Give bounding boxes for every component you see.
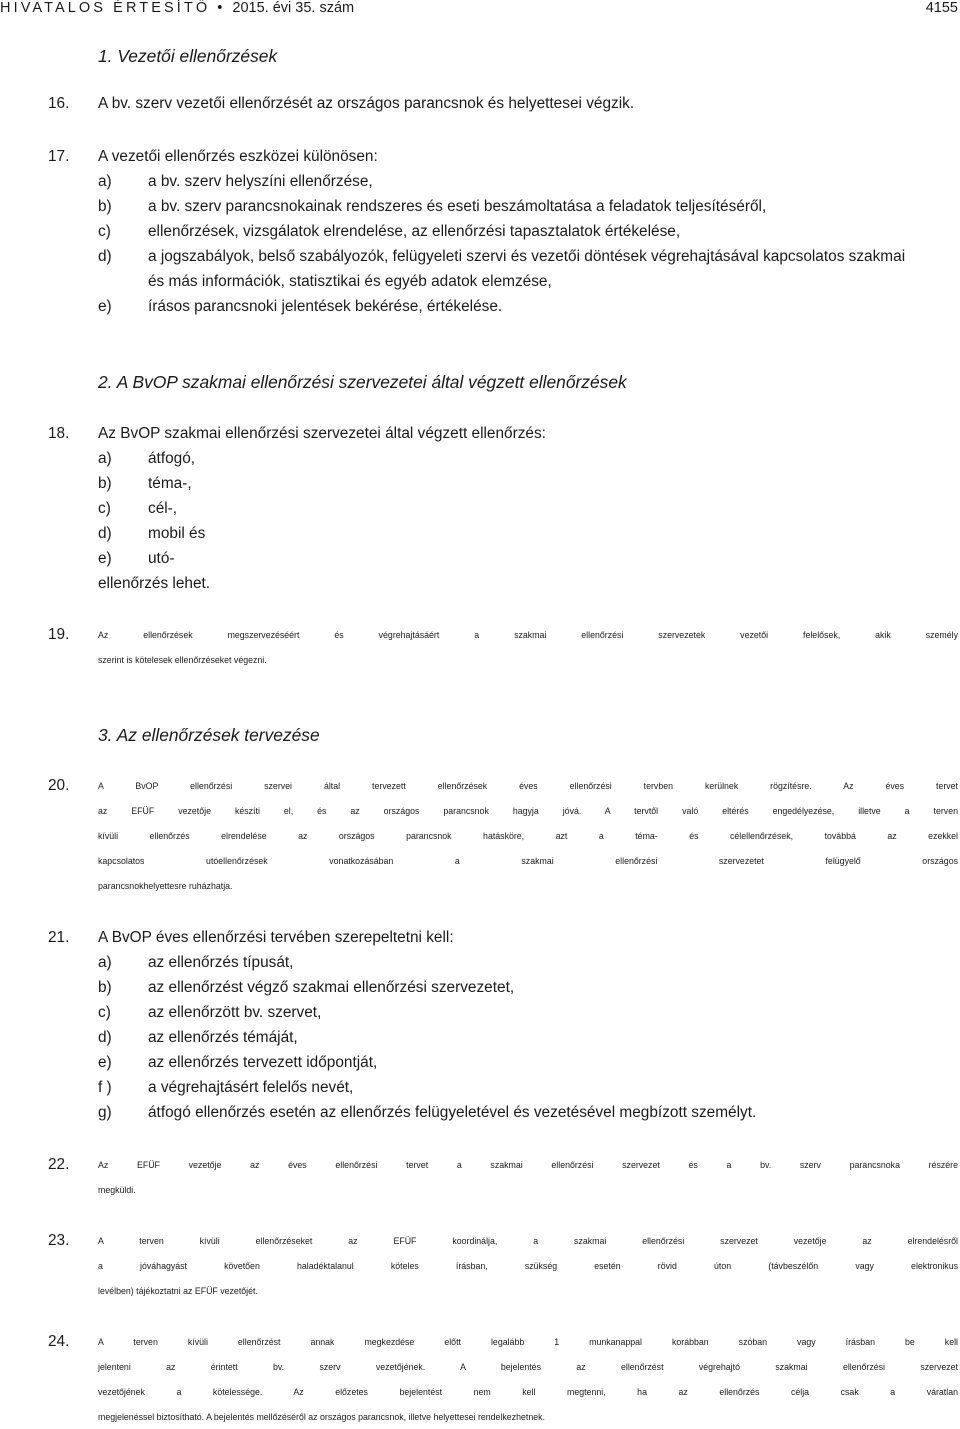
list-text-17c: ellenőrzések, vizsgálatok elrendelése, az ellenőrzési tapasztalatok értékelése, [148,223,681,240]
list-text-17b: a bv. szerv parancsnokainak rendszeres és eseti beszámoltatása a feladatok teljesítéséről, [148,198,767,215]
list-label-17d: d) [98,248,112,265]
section-heading-3: 3. Az ellenőrzések tervezése [98,725,320,745]
item-intro-18: Az BvOP szakmai ellenőrzési szervezetei által végzett ellenőrzés: [98,425,546,442]
page-number: 4155 [925,0,958,16]
list-text-21d: az ellenőrzés témáját, [148,1029,298,1046]
list-label-17c: c) [98,223,111,240]
header-bullet: • [217,0,223,16]
item-text-22-line-2: megküldi. [98,1185,136,1195]
item-text-20-line-5: parancsnokhelyettesre ruházhatja. [98,881,233,891]
item-text-16: A bv. szerv vezetői ellenőrzését az országos parancsnok és helyettesei végzik. [98,95,635,112]
item-text-22-line-1: Az EFÜF vezetője az éves ellenőrzési tervet a szakmai ellenőrzési szervezet és a bv. szerv parancsnoka részére [98,1160,958,1170]
list-label-17e: e) [98,298,112,315]
list-text-17d-cont: és más információk, statisztikai és egyéb adatok elemzése, [148,273,552,290]
list-label-17b: b) [98,198,112,215]
item-number-21: 21. [48,929,70,946]
item-text-20-line-4: kapcsolatos utóellenőrzések vonatkozásában a szakmai ellenőrzési szervezetet felügyelő országos [98,856,958,866]
item-text-24-line-3: vezetőjének a kötelessége. Az előzetes bejelentést nem kell megtenni, ha az ellenőrzés célja csak a váratlan [98,1387,958,1397]
item-number-20: 20. [48,777,70,794]
list-text-21g: átfogó ellenőrzés esetén az ellenőrzés felügyeletével és vezetésével megbízott személyt. [148,1104,757,1121]
header-running-title [0,0,354,16]
list-text-21a: az ellenőrzés típusát, [148,954,294,971]
item-text-20-line-1: A BvOP ellenőrzési szervei által tervezett ellenőrzések éves ellenőrzési tervben kerülnek rögzítésre. Az éves tervet [98,781,958,791]
item-text-24-line-4: megjelenéssel biztosítható. A bejelentés mellőzéséről az országos parancsnok, illetve helyettesei rendelkezhetnek. [98,1412,545,1422]
list-text-18a: átfogó, [148,450,196,467]
journal-title: HIVATALOS ÉRTESÍTŐ [0,0,211,16]
list-label-18a: a) [98,450,112,467]
item-number-24: 24. [48,1333,70,1350]
item-text-23-line-1: A terven kívüli ellenőrzéseket az EFÜF koordinálja, a szakmai ellenőrzési szervezet vezetője az elrendelésről [98,1236,958,1246]
list-text-21b: az ellenőrzést végző szakmai ellenőrzési szervezetet, [148,979,515,996]
list-text-17e: írásos parancsnoki jelentések bekérése, értékelése. [148,298,503,315]
list-text-21f: a végrehajtásért felelős nevét, [148,1079,354,1096]
item-text-24-line-2: jelenteni az érintett bv. szerv vezetőjének. A bejelentés az ellenőrzést végrehajtó szakmai ellenőrzési szervezet [98,1362,958,1372]
running-header [0,0,960,20]
list-text-17a: a bv. szerv helyszíni ellenőrzése, [148,173,373,190]
item-text-19-line-1: Az ellenőrzések megszervezéséért és végrehajtásáért a szakmai ellenőrzési szervezetek vezetői felelősek, akik személy [98,630,958,640]
list-text-21c: az ellenőrzött bv. szervet, [148,1004,322,1021]
section-heading-1: 1. Vezetői ellenőrzések [98,46,278,66]
item-number-17: 17. [48,148,70,165]
list-label-18b: b) [98,475,112,492]
item-number-23: 23. [48,1232,70,1249]
item-intro-21: A BvOP éves ellenőrzési tervében szerepeltetni kell: [98,929,454,946]
item-text-24-line-1: A terven kívüli ellenőrzést annak megkezdése előtt legalább 1 munkanappal korábban szóban vagy írásban be kell [98,1337,958,1347]
item-number-22: 22. [48,1156,70,1173]
list-text-18c: cél-, [148,500,178,517]
list-label-21g: g) [98,1104,112,1121]
item-text-19-line-2: szerint is kötelesek ellenőrzéseket végezni. [98,655,267,665]
list-label-21c: c) [98,1004,111,1021]
list-label-18c: c) [98,500,111,517]
item-text-20-line-3: kívüli ellenőrzés elrendelése az országos parancsnok hatásköre, azt a téma- és célellenőrzések, továbbá az ezekkel [98,831,958,841]
item-number-16: 16. [48,95,70,112]
list-label-21a: a) [98,954,112,971]
list-label-18e: e) [98,550,112,567]
list-label-18d: d) [98,525,112,542]
list-text-18e: utó- [148,550,175,567]
item-text-23-line-2: a jóváhagyást követően haladéktalanul köteles írásban, szükség esetén rövid úton (távbeszélőn vagy elektronikus [98,1261,958,1271]
list-text-17d: a jogszabályok, belső szabályozók, felügyeleti szervi és vezetői döntések végrehajtásával kapcsolatos szakmai [148,248,906,265]
section-heading-2: 2. A BvOP szakmai ellenőrzési szervezetei által végzett ellenőrzések [98,372,627,392]
list-text-21e: az ellenőrzés tervezett időpontját, [148,1054,378,1071]
list-label-21f: f ) [98,1079,112,1096]
issue-label: 2015. évi 35. szám [232,0,355,16]
item-number-19: 19. [48,626,70,643]
item-number-18: 18. [48,425,70,442]
list-label-17a: a) [98,173,112,190]
list-text-18d: mobil és [148,525,206,542]
item-intro-17: A vezetői ellenőrzés eszközei különösen: [98,148,378,165]
list-text-18b: téma-, [148,475,192,492]
list-label-21d: d) [98,1029,112,1046]
list-label-21b: b) [98,979,112,996]
item-text-20-line-2: az EFÜF vezetője készíti el, és az országos parancsnok hagyja jóvá. A tervtől való eltérés engedélyezése, illetve a terven [98,806,958,816]
item-outro-18: ellenőrzés lehet. [98,575,211,592]
item-text-23-line-3: levélben) tájékoztatni az EFÜF vezetőjét. [98,1286,258,1296]
list-label-21e: e) [98,1054,112,1071]
